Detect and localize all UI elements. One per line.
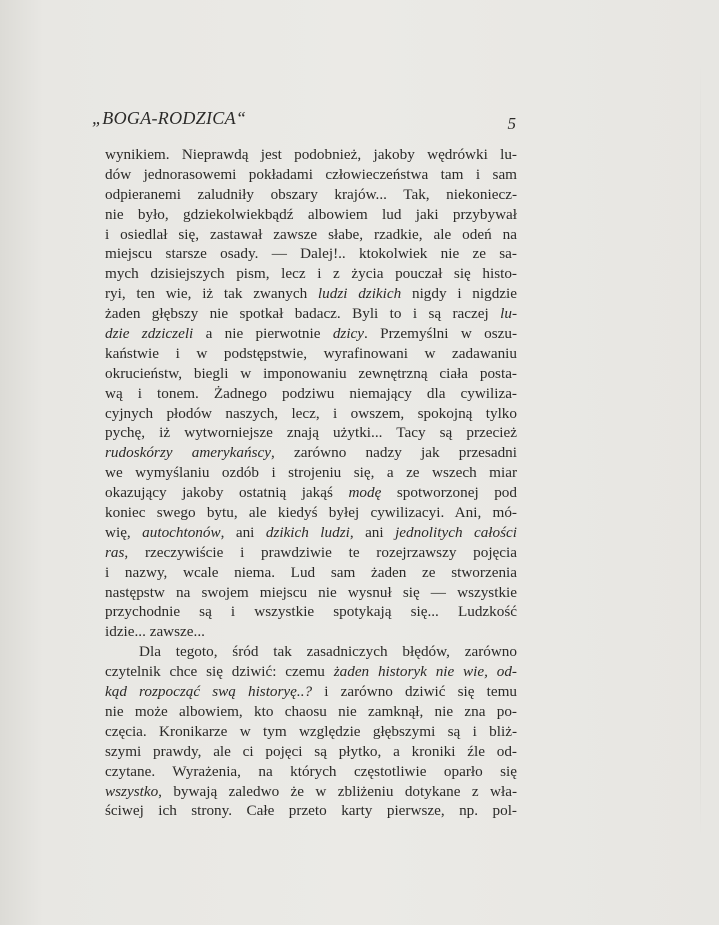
text-segment: . Przemyślni w oszu- — [364, 325, 517, 343]
text-line — [105, 304, 517, 324]
text-line — [105, 642, 517, 662]
text-segment: okrucieństw, biegli w imponowaniu zewnętrzną ciała posta- — [105, 364, 517, 382]
text-line — [105, 602, 517, 622]
text-segment: kaństwie i w podstępstwie, wyrafinowani w zadawaniu — [105, 344, 517, 362]
text-segment: nigdy i nigdzie — [401, 285, 517, 303]
text-line — [105, 404, 517, 424]
text-segment: miejscu starsze osady. — Dalej!.. ktokolwiek nie ze sa- — [105, 245, 517, 263]
text-segment: cyjnych płodów naszych, lecz, i owszem, spokojną tylko — [105, 404, 517, 422]
italic-segment: lu- — [500, 305, 517, 323]
text-segment: wię, — [105, 523, 143, 541]
text-line — [105, 244, 517, 264]
text-segment: a nie pierwotnie — [193, 325, 333, 343]
text-line — [105, 324, 517, 344]
text-segment: mych dzisiejszych pism, lecz i z życia pouczał się histo- — [105, 265, 517, 283]
text-segment: i nazwy, wcale niema. Lud sam żaden ze stworzenia — [105, 563, 517, 581]
text-segment: wynikiem. Nieprawdą jest podobnież, jakoby wędrówki lu- — [105, 146, 517, 163]
text-line — [105, 682, 517, 702]
text-line — [105, 782, 517, 802]
text-segment: nie było, gdziekolwiekbądź albowiem lud jaki przybywał — [105, 205, 517, 223]
text-segment: przychodnie są i wszystkie spotykają się... Ludzkość — [105, 603, 517, 621]
text-segment: koniec swego bytu, ale kiedyś byłej cywilizacyi. Ani, mó- — [105, 504, 517, 522]
text-line — [105, 165, 517, 185]
text-line — [105, 225, 517, 245]
text-line — [105, 423, 517, 443]
italic-segment: jednolitych całości — [395, 523, 517, 541]
text-line — [105, 185, 517, 205]
text-segment: wą i tonem. Żadnego podziwu niemający dla cywiliza- — [105, 384, 517, 402]
italic-segment: dzicy — [332, 325, 365, 343]
italic-segment: dzie zdziczeli — [105, 325, 194, 343]
italic-segment: wszystko — [105, 782, 159, 800]
italic-segment: modę — [348, 484, 382, 502]
text-segment: pychę, iż wytworniejsze znają użytki... Tacy są przecież — [105, 424, 517, 442]
italic-segment: ras — [105, 543, 125, 561]
text-line — [105, 145, 517, 165]
italic-segment: rudoskórzy amerykańscy — [105, 444, 271, 462]
page-header — [92, 108, 522, 134]
italic-segment: kąd rozpocząć swą historyę..? — [105, 683, 313, 701]
text-line — [105, 483, 517, 503]
text-segment: , zarówno nadzy jak przesadni — [271, 444, 517, 462]
text-line — [105, 662, 517, 682]
text-line — [105, 463, 517, 483]
scan-edge-shadow — [700, 60, 701, 840]
text-line — [105, 622, 517, 642]
text-segment: , ani — [220, 523, 266, 541]
text-line — [105, 443, 517, 463]
text-line — [105, 563, 517, 583]
text-segment: okazujący jakoby ostatnią jakąś — [105, 484, 349, 502]
text-segment: czytelnik chce się dziwić: czemu — [105, 663, 334, 681]
text-line — [105, 801, 517, 821]
text-segment: szymi prawdy, ale ci pojęci są płytko, a kroniki źle od- — [105, 742, 517, 760]
text-segment: , rzeczywiście i prawdziwie te rozejrzawszy pojęcia — [124, 543, 517, 561]
text-line — [105, 284, 517, 304]
text-line — [105, 583, 517, 603]
text-line — [105, 742, 517, 762]
text-segment: częcia. Kronikarze w tym względzie głębszymi są i bliż- — [105, 722, 517, 740]
text-segment: ściwej ich strony. Całe przeto karty pierwsze, np. pol- — [105, 802, 517, 820]
running-title: „BOGA-RODZICA“ — [92, 108, 247, 128]
text-line — [105, 205, 517, 225]
text-line — [105, 543, 517, 563]
text-line — [105, 523, 517, 543]
text-line — [105, 702, 517, 722]
text-segment: ryi, ten wie, iż tak zwanych — [105, 285, 318, 303]
text-segment: spotworzonej pod — [381, 484, 517, 502]
text-segment: czytane. Wyrażenia, na których częstotliwie oparło się — [105, 762, 517, 780]
text-segment: odpieranemi zaludniły obszary krajów... Tak, niekoniecz- — [105, 185, 517, 203]
text-line — [105, 722, 517, 742]
text-segment: we wymyślaniu ozdób i strojeniu się, a ze wszech miar — [105, 464, 517, 482]
text-segment: i zarówno dziwić się temu — [312, 683, 517, 701]
text-segment: następstw na swojem miejscu nie wysnuł się — wszystkie — [105, 583, 517, 601]
text-segment: dów jednorasowemi pokładami człowieczeństwa tam i sam — [105, 165, 517, 183]
text-line — [105, 364, 517, 384]
text-segment: , ani — [349, 523, 396, 541]
text-segment: Dla tegoto, śród tak zasadniczych błędów, zarówno — [139, 643, 517, 661]
text-segment: , bywają zaledwo że w zbliżeniu dotykane z wła- — [158, 782, 517, 800]
text-segment: idzie... zawsze... — [105, 623, 205, 641]
italic-segment: ludzi dzikich — [317, 285, 402, 303]
text-segment: i osiedlał się, zastawał zawsze słabe, rzadkie, ale odeń na — [105, 225, 517, 243]
text-line — [105, 344, 517, 364]
italic-segment: dzikich ludzi — [265, 523, 350, 541]
body-text — [105, 145, 517, 821]
text-line — [105, 264, 517, 284]
page-number: 5 — [507, 114, 516, 133]
text-line — [105, 503, 517, 523]
text-segment: żaden głębszy nie spotkał badacz. Byli to i są raczej — [105, 305, 501, 323]
italic-segment: żaden historyk nie wie, od- — [333, 663, 517, 681]
text-line — [105, 762, 517, 782]
italic-segment: autochtonów — [142, 523, 221, 541]
text-segment: nie może albowiem, kto chaosu nie zamknął, nie zna po- — [105, 702, 517, 720]
text-line — [105, 384, 517, 404]
